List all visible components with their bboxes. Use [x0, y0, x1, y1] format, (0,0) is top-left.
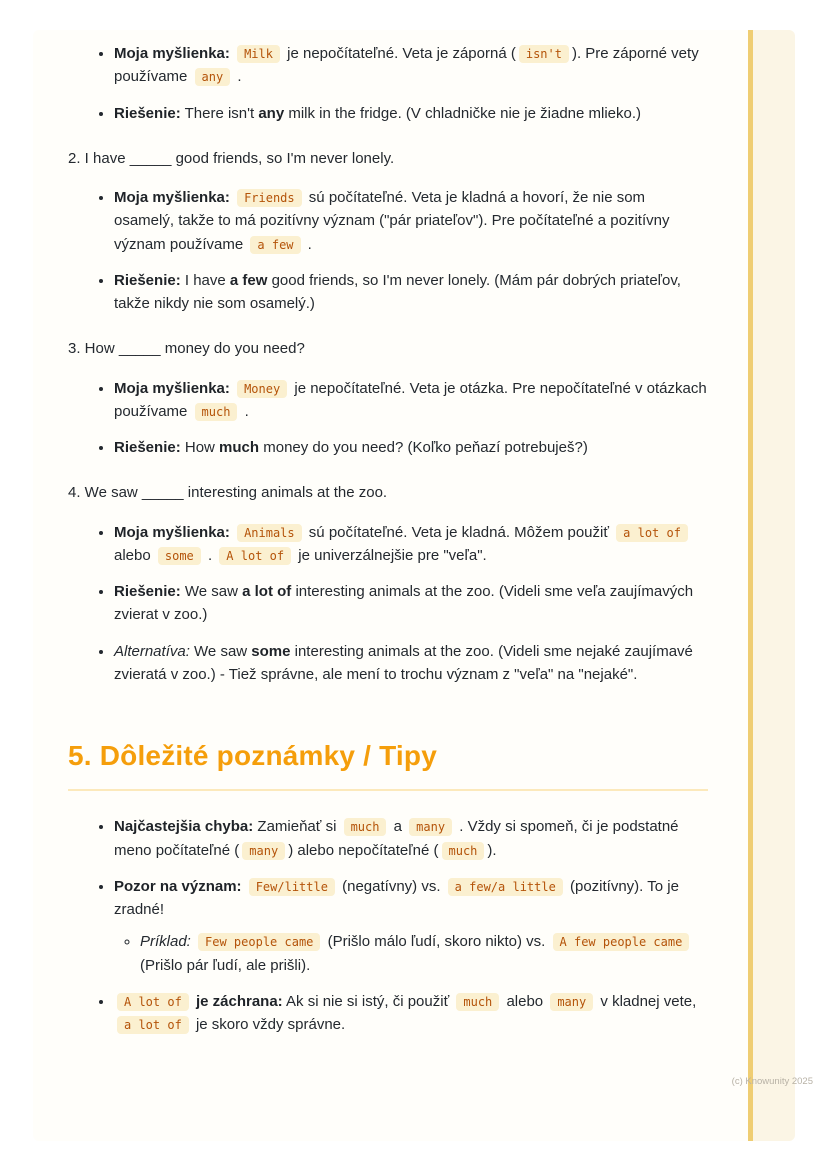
bold-text: Moja myšlienka:: [114, 189, 230, 206]
code-token: some: [158, 547, 201, 565]
code-token: Few/little: [249, 878, 335, 896]
sub-list: [114, 930, 708, 977]
code-token: A lot of: [219, 547, 291, 565]
list-item: • Moja myšlienka: Friends sú počítateľné. Veta je kladná a hovorí, že nie som osamelý, takže to má pozitívny význam ("pár priateľov"). Pre počítateľné a pozitívny význam používame a few .: [114, 186, 708, 256]
list-item: • Moja myšlienka: Animals sú počítateľné. Veta je kladná. Môžem použiť a lot of alebo some . A lot of je univerzálnejšie pre "veľa".: [114, 521, 708, 568]
list-item: • Riešenie: I have a few good friends, so I'm never lonely. (Mám pár dobrých priateľov, takže nikdy nie som osamelý.): [114, 269, 708, 316]
code-token: Friends: [237, 189, 302, 207]
section-heading: 5. Dôležité poznámky / Tipy: [68, 734, 708, 791]
code-token: a lot of: [616, 524, 688, 542]
code-token: much: [442, 842, 485, 860]
code-token: much: [456, 993, 499, 1011]
italic-text: Príklad:: [140, 933, 191, 951]
bold-text: Moja myšlienka:: [114, 523, 230, 541]
bullet-list: [68, 42, 708, 125]
code-token: much: [344, 818, 387, 836]
list-item: • Alternatíva: We saw some interesting animals at the zoo. (Videli sme nejaké zaujímavé zvieratá v zoo.) - Tiež správne, ale mení to trochu význam z "veľa" na "nejaké".: [114, 640, 708, 687]
code-token: Animals: [237, 524, 302, 542]
bullet-list: [68, 521, 708, 687]
exercise-sentence: 4. We saw _____ interesting animals at the zoo.: [68, 484, 388, 502]
list-item: • Moja myšlienka: Milk je nepočítateľné. Veta je záporná ( isn't ). Pre záporné vety používame any .: [114, 42, 708, 89]
list-item: ◦ Príklad: Few people came (Prišlo málo ľudí, skoro nikto) vs. A few people came (Prišlo pár ľudí, ale prišli).: [140, 930, 708, 977]
bold-text: Riešenie:: [114, 439, 181, 456]
bold-text: a lot of: [242, 583, 292, 600]
list-item: • Riešenie: There isn't any milk in the fridge. (V chladničke nie je žiadne mlieko.): [114, 102, 708, 125]
code-token: A lot of: [117, 993, 189, 1011]
list-item: • A lot of je záchrana: Ak si nie si istý, či použiť much alebo many v kladnej vete, a lot of je skoro vždy správne.: [114, 990, 708, 1037]
list-item: • Najčastejšia chyba: Zamieňať si much a many . Vždy si spomeň, či je podstatné meno počítateľné ( many ) alebo nepočítateľné ( much ).: [114, 815, 708, 862]
code-token: many: [550, 993, 593, 1011]
bold-text: much: [219, 439, 260, 456]
document-card: [33, 30, 795, 1141]
bold-text: Najčastejšia chyba:: [114, 818, 254, 836]
bold-text: Riešenie:: [114, 104, 181, 122]
bullet-list: [68, 377, 708, 460]
bold-text: Pozor na význam:: [114, 877, 242, 895]
document-content: [68, 30, 708, 1052]
bold-text: Moja myšlienka:: [114, 45, 230, 62]
list-item: • Moja myšlienka: Money je nepočítateľné. Veta je otázka. Pre nepočítateľné v otázkach používame much .: [114, 377, 708, 424]
code-token: a lot of: [117, 1016, 189, 1034]
bold-text: a few: [229, 271, 268, 289]
bold-text: Riešenie:: [114, 271, 181, 289]
bold-text: some: [251, 642, 291, 660]
watermark: (c) Knowunity 2025: [731, 1076, 813, 1087]
code-token: isn't: [519, 45, 569, 63]
list-item: • Riešenie: We saw a lot of interesting animals at the zoo. (Videli sme veľa zaujímavých zvierat v zoo.): [114, 580, 708, 627]
exercise-sentence: 2. I have _____ good friends, so I'm never lonely.: [68, 149, 395, 167]
right-margin-strip: [753, 30, 795, 1141]
bold-text: je záchrana:: [195, 992, 283, 1010]
bold-text: any: [258, 104, 285, 122]
code-token: Money: [237, 380, 287, 398]
bullet-list: [68, 186, 708, 315]
list-item: • Pozor na význam: Few/little (negatívny) vs. a few/a little (pozitívny). To je zradné! ◦ Príklad: Few people came (Prišlo málo ľudí, skoro nikto) vs. A few people came (Prišlo pár ľudí, ale prišli).: [114, 875, 708, 977]
bold-text: Moja myšlienka:: [114, 379, 230, 397]
code-token: a few/a little: [448, 878, 563, 896]
code-token: much: [195, 403, 238, 421]
bullet-list: [68, 815, 708, 1036]
list-item: • Riešenie: How much money do you need? (Koľko peňazí potrebuješ?): [114, 436, 708, 459]
code-token: any: [195, 68, 231, 86]
code-token: Milk: [237, 45, 280, 63]
code-token: Few people came: [198, 933, 320, 951]
code-token: many: [242, 842, 285, 860]
italic-text: Alternatíva:: [114, 642, 190, 660]
code-token: many: [409, 818, 452, 836]
exercise-sentence: 3. How _____ money do you need?: [68, 340, 305, 358]
accent-divider: [748, 30, 753, 1141]
code-token: a few: [250, 236, 300, 254]
code-token: A few people came: [553, 933, 690, 951]
bold-text: Riešenie:: [114, 583, 181, 600]
